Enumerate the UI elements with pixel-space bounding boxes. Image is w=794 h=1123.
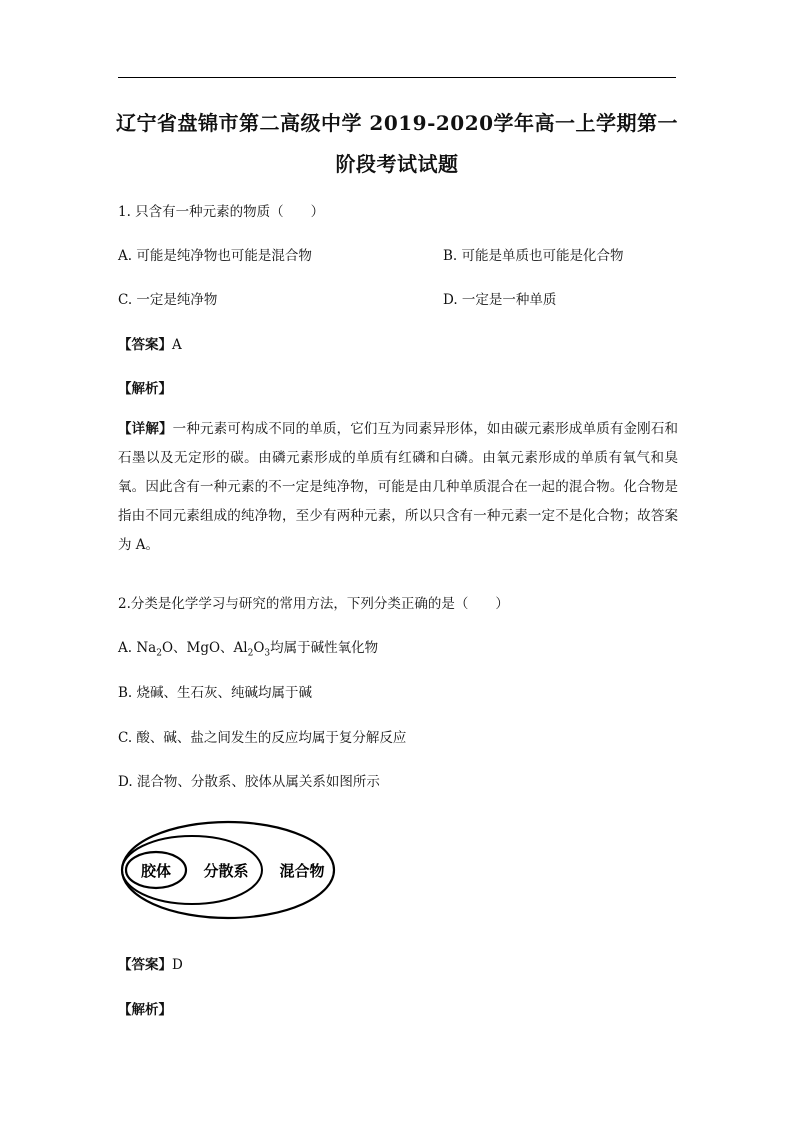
q1-detail [118, 415, 678, 560]
q2-answer-value: D [172, 957, 183, 973]
q1-detail-text: 一种元素可构成不同的单质，它们互为同素异形体，如由碳元素形成单质有金刚石和石墨以及无定形的碳。由磷元素形成的单质有红磷和白磷。由氧元素形成的单质有氧气和臭氧。因此含有一种元素的不一定是纯净物，可能是由几种单质混合在一起的混合物。化合物是指由不同元素组成的纯净物，至少有两种元素，所以只含有一种元素一定不是化合物；故答案为 A。 [118, 421, 679, 553]
q1-answer-label: 【答案】 [118, 337, 172, 353]
q1-analysis-label: 【解析】 [118, 381, 172, 397]
q2-answer-label: 【答案】 [118, 957, 172, 973]
q2-stem: 2.分类是化学学习与研究的常用方法，下列分类正确的是（ ） [118, 596, 509, 612]
q2-option-a-mid: O、MgO、Al [161, 640, 248, 656]
diagram-label-outer: 混合物 [279, 862, 325, 880]
q2-option-b: B. 烧碱、生石灰、纯碱均属于碱 [118, 685, 313, 701]
q2-option-a-sub1: 2 [156, 648, 162, 659]
q2-option-a-sub3: 3 [264, 648, 271, 659]
q1-option-b: B. 可能是单质也可能是化合物 [443, 248, 624, 264]
q2-option-a-pre: A. Na [118, 640, 157, 656]
q2-option-a-sub2: 2 [247, 648, 254, 659]
q2-option-a [118, 636, 378, 659]
q1-option-d: D. 一定是一种单质 [443, 292, 557, 308]
q2-option-d: D. 混合物、分散系、胶体从属关系如图所示 [118, 774, 380, 790]
header-rule [118, 77, 676, 78]
q2-option-a-o: O [253, 640, 265, 656]
q1-answer-value: A [172, 337, 182, 353]
q2-option-c: C. 酸、碱、盐之间发生的反应均属于复分解反应 [118, 730, 407, 746]
q2-analysis-label: 【解析】 [118, 1002, 172, 1018]
page-title-line1: 辽宁省盘锦市第二高级中学 2019-2020学年高一上学期第一 [115, 111, 679, 135]
q1-option-c: C. 一定是纯净物 [118, 292, 218, 308]
q1-option-a: A. 可能是纯净物也可能是混合物 [118, 248, 312, 264]
classification-diagram [118, 812, 368, 922]
page-title-line2: 阶段考试试题 [335, 152, 459, 176]
q1-answer [118, 333, 182, 353]
diagram-label-inner: 胶体 [140, 862, 172, 880]
q1-detail-label: 【详解】 [118, 421, 173, 437]
diagram-label-middle: 分散系 [203, 862, 249, 880]
q1-stem: 1. 只含有一种元素的物质（ ） [118, 204, 325, 220]
q2-answer [118, 953, 183, 973]
q2-option-a-post: 均属于碱性氧化物 [270, 640, 379, 656]
